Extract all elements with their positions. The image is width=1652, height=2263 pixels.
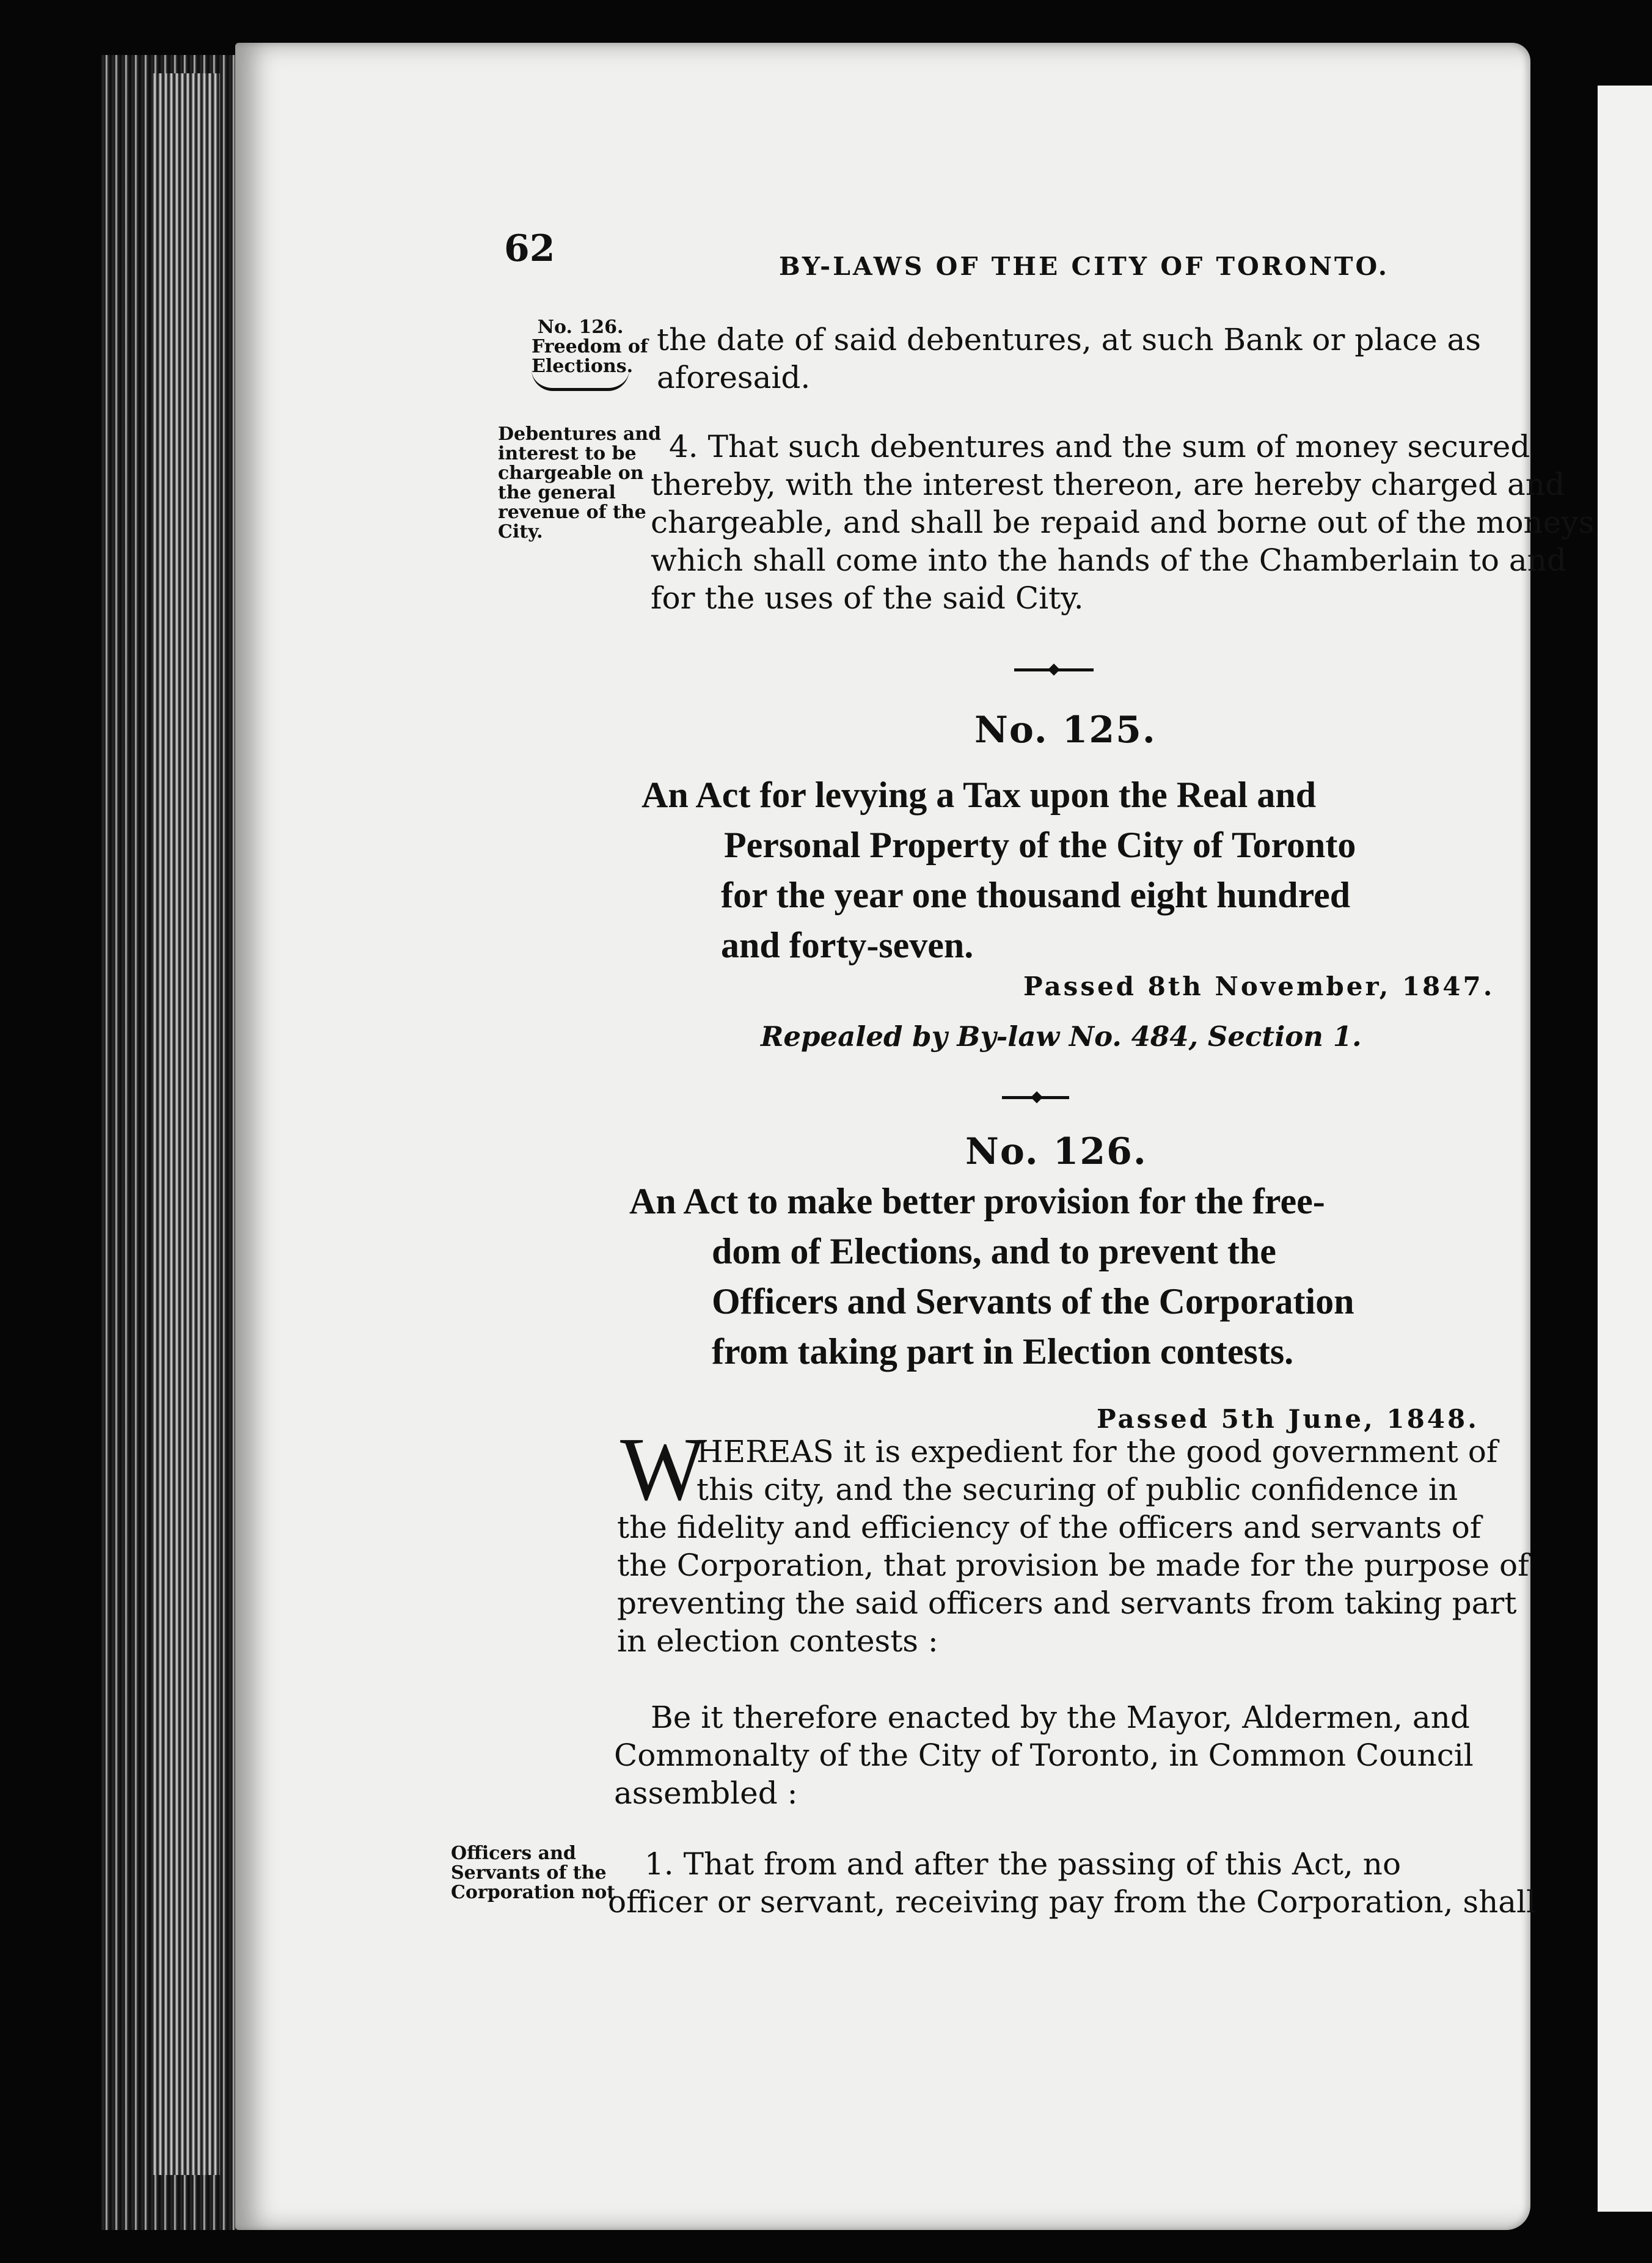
- text-line: the date of said debentures, at such Bank or place as: [657, 322, 1482, 357]
- text-line: 1. That from and after the passing of this Act, no: [645, 1846, 1402, 1882]
- margin-note-freedom-of-elections: [532, 316, 648, 377]
- act-125-repealed-note: Repealed by By-law No. 484, Section 1.: [761, 1020, 1362, 1053]
- title-line: Officers and Servants of the Corporation: [712, 1281, 1354, 1322]
- act-126-number: No. 126.: [965, 1130, 1147, 1173]
- text-line: chargeable, and shall be repaid and borne out of the moneys: [651, 505, 1595, 540]
- text-line: aforesaid.: [657, 360, 811, 395]
- margin-note-line: Debentures and: [498, 423, 662, 445]
- text-line: the fidelity and efficiency of the officers and servants of: [617, 1510, 1482, 1545]
- margin-note-line: interest to be: [498, 443, 637, 464]
- text-line: in election contests :: [617, 1623, 938, 1659]
- margin-note-debentures: [498, 425, 661, 542]
- act-126-title: [629, 1176, 1354, 1376]
- title-line: from taking part in Election contests.: [712, 1331, 1294, 1372]
- text-line: assembled :: [614, 1775, 798, 1811]
- margin-note-line: City.: [498, 521, 543, 543]
- margin-note-line: No. 126.: [537, 316, 624, 338]
- margin-note-line: the general: [498, 482, 616, 503]
- act-125-number: No. 125.: [974, 709, 1157, 751]
- margin-note-officers: [451, 1844, 615, 1903]
- section-1-paragraph: [608, 1845, 1536, 1921]
- text-line: 4. That such debentures and the sum of money secured: [669, 429, 1530, 464]
- text-line: officer or servant, receiving pay from the Corporation, shall: [608, 1884, 1537, 1920]
- enacting-clause: [614, 1698, 1474, 1812]
- margin-note-line: Freedom of: [532, 336, 648, 357]
- running-title: BY-LAWS OF THE CITY OF TORONTO.: [779, 252, 1390, 281]
- text-line: thereby, with the interest thereon, are hereby charged and: [651, 467, 1565, 502]
- text-line: which shall come into the hands of the Chamberlain to and: [651, 543, 1566, 578]
- text-line: Commonalty of the City of Toronto, in Common Council: [614, 1738, 1474, 1773]
- text-line: preventing the said officers and servants from taking part: [617, 1585, 1517, 1621]
- title-line: and forty-seven.: [721, 925, 974, 965]
- title-line: An Act to make better provision for the free-: [629, 1181, 1325, 1221]
- text-line: HEREAS it is expedient for the good government of: [696, 1434, 1498, 1469]
- title-line: dom of Elections, and to prevent the: [712, 1231, 1276, 1271]
- margin-note-line: chargeable on: [498, 462, 644, 484]
- title-line: Personal Property of the City of Toronto: [724, 825, 1356, 865]
- facing-page-edge: [1598, 86, 1652, 2212]
- act-126-passed-date: Passed 5th June, 1848.: [1097, 1404, 1479, 1434]
- margin-note-line: Officers and: [451, 1843, 576, 1864]
- section-4-paragraph: [651, 428, 1594, 617]
- text-line: for the uses of the said City.: [651, 580, 1084, 616]
- act-125-title: [641, 770, 1356, 970]
- margin-note-line: Elections.: [532, 356, 634, 377]
- title-line: for the year one thousand eight hundred: [721, 875, 1351, 915]
- title-line: An Act for levying a Tax upon the Real and: [641, 775, 1317, 815]
- page-number: 62: [504, 227, 555, 270]
- text-line: Be it therefore enacted by the Mayor, Aldermen, and: [651, 1700, 1470, 1735]
- margin-note-line: Corporation not: [451, 1882, 616, 1903]
- continuation-paragraph: [657, 321, 1481, 397]
- text-line: this city, and the securing of public confidence in: [696, 1472, 1458, 1507]
- act-125-passed-date: Passed 8th November, 1847.: [1023, 971, 1495, 1001]
- brace-ornament: [532, 370, 629, 391]
- text-line: the Corporation, that provision be made for the purpose of: [617, 1548, 1529, 1583]
- drop-cap: W: [620, 1419, 706, 1519]
- margin-note-line: Servants of the: [451, 1862, 607, 1884]
- margin-note-line: revenue of the: [498, 502, 646, 523]
- page-stack-edge: [153, 73, 220, 2175]
